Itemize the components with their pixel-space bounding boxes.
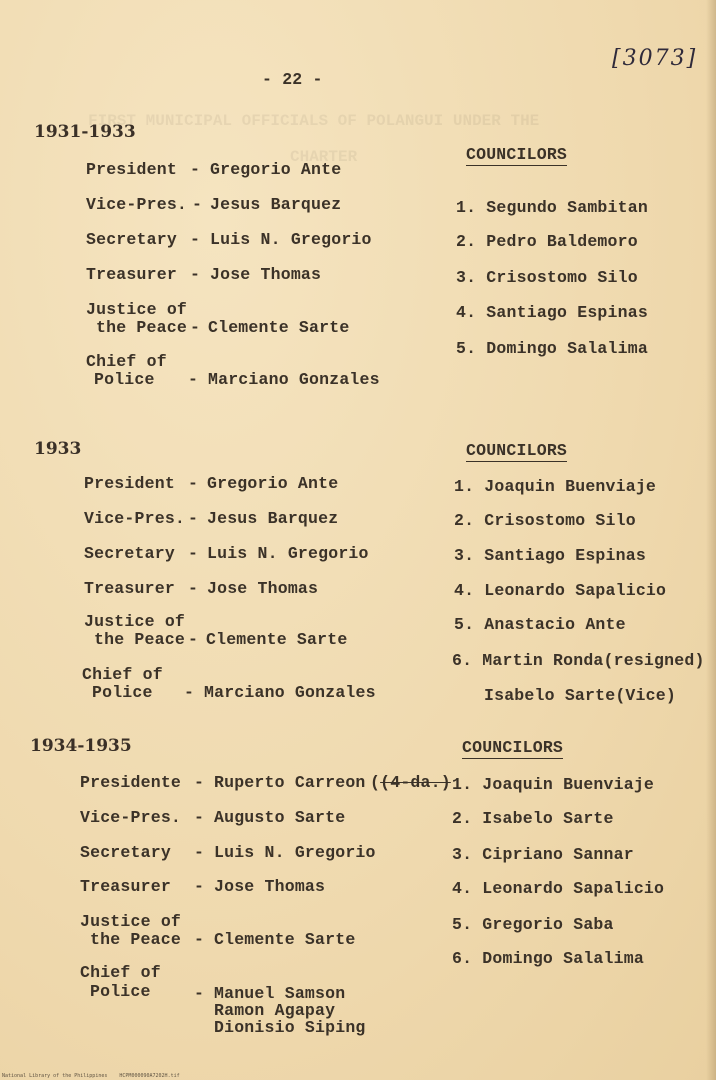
councilor-item: 3. Cipriano Sannar xyxy=(452,845,634,864)
dash: - xyxy=(190,230,201,249)
official-title: Chief of xyxy=(82,665,163,684)
councilors-heading: COUNCILORS xyxy=(466,145,568,164)
dash: - xyxy=(188,579,199,598)
official-title: Treasurer xyxy=(80,877,171,896)
official-name: Jose Thomas xyxy=(207,579,319,598)
official-name: Ramon Agapay xyxy=(214,1001,336,1020)
official-name: Gregorio Ante xyxy=(210,160,342,179)
page-number: - 22 - xyxy=(262,70,323,89)
section-year: 1931-1933 xyxy=(34,122,136,142)
section-year: 1933 xyxy=(34,439,82,459)
official-name: Clemente Sarte xyxy=(214,930,356,949)
official-title: Police xyxy=(94,370,155,389)
councilor-item: 1. Joaquin Buenviaje xyxy=(454,477,657,496)
official-title: Police xyxy=(90,982,151,1001)
official-title: Treasurer xyxy=(86,265,177,284)
dash: - xyxy=(188,474,199,493)
official-title: Vice-Pres. xyxy=(86,195,188,214)
official-title: Chief of xyxy=(80,963,161,982)
dash: - xyxy=(188,370,199,389)
official-title: Presidente xyxy=(80,773,182,792)
official-name: Luis N. Gregorio xyxy=(210,230,372,249)
official-title: Treasurer xyxy=(84,579,175,598)
official-name: Clemente Sarte xyxy=(206,630,348,649)
official-name: Luis N. Gregorio xyxy=(214,843,376,862)
struck-note: (4-da.) xyxy=(380,773,451,792)
dash: - xyxy=(190,265,201,284)
dash: - xyxy=(194,984,205,1003)
official-name: Luis N. Gregorio xyxy=(207,544,369,563)
official-name: Dionisio Siping xyxy=(214,1018,366,1037)
official-title: Secretary xyxy=(84,544,175,563)
councilor-item: 3. Santiago Espinas xyxy=(454,546,646,565)
dash: - xyxy=(188,630,199,649)
bleed-through-line-2: CHARTER xyxy=(290,148,358,166)
official-name: Marciano Gonzales xyxy=(204,683,376,702)
official-title: Secretary xyxy=(86,230,177,249)
councilor-item: Isabelo Sarte(Vice) xyxy=(484,686,676,705)
official-name: Manuel Samson xyxy=(214,984,346,1003)
councilor-item: 3. Crisostomo Silo xyxy=(456,268,638,287)
dash: - xyxy=(190,318,201,337)
official-name: Jesus Barquez xyxy=(210,195,342,214)
official-name: Clemente Sarte xyxy=(208,318,350,337)
dash: - xyxy=(192,195,203,214)
councilor-item: 6. Martin Ronda(resigned) xyxy=(452,651,705,670)
councilor-item: 2. Isabelo Sarte xyxy=(452,809,614,828)
president-note: ((4-da.) xyxy=(370,773,451,792)
official-title: Police xyxy=(92,683,153,702)
section-year: 1934-1935 xyxy=(30,736,132,756)
councilors-heading: COUNCILORS xyxy=(466,441,568,460)
dash: - xyxy=(188,509,199,528)
official-title: Justice of xyxy=(84,612,186,631)
official-title: President xyxy=(84,474,175,493)
councilor-item: 5. Domingo Salalima xyxy=(456,339,648,358)
councilor-item: 6. Domingo Salalima xyxy=(452,949,644,968)
official-title: Vice-Pres. xyxy=(80,808,182,827)
official-title: the Peace xyxy=(94,630,185,649)
dash: - xyxy=(194,773,205,792)
dash: - xyxy=(194,843,205,862)
councilor-item: 1. Joaquin Buenviaje xyxy=(452,775,655,794)
official-title: Secretary xyxy=(80,843,171,862)
councilor-item: 2. Pedro Baldemoro xyxy=(456,232,638,251)
official-title: President xyxy=(86,160,177,179)
councilor-item: 4. Santiago Espinas xyxy=(456,303,648,322)
archive-number: [3073] xyxy=(612,46,698,71)
councilor-item: 5. Anastacio Ante xyxy=(454,615,626,634)
official-name: Augusto Sarte xyxy=(214,808,346,827)
dash: - xyxy=(184,683,195,702)
official-name: Jose Thomas xyxy=(210,265,322,284)
bleed-through-line-1: FIRST MUNICIPAL OFFICIALS OF POLANGUI UNDER THE xyxy=(88,112,540,130)
official-title: Vice-Pres. xyxy=(84,509,186,528)
official-name: Marciano Gonzales xyxy=(208,370,380,389)
councilor-item: 4. Leonardo Sapalicio xyxy=(454,581,667,600)
councilor-item: 2. Crisostomo Silo xyxy=(454,511,636,530)
councilor-item: 1. Segundo Sambitan xyxy=(456,198,648,217)
official-title: Chief of xyxy=(86,352,167,371)
dash: - xyxy=(190,160,201,179)
dash: - xyxy=(194,877,205,896)
official-name: Jose Thomas xyxy=(214,877,326,896)
official-title: the Peace xyxy=(90,930,181,949)
dash: - xyxy=(188,544,199,563)
official-title: Justice of xyxy=(86,300,188,319)
scan-footer: National Library of the Philippines HCPM000090A7202H.tif xyxy=(2,1073,180,1079)
official-title: the Peace xyxy=(96,318,187,337)
page-edge-shadow xyxy=(706,0,716,1080)
dash: - xyxy=(194,930,205,949)
councilor-item: 4. Leonardo Sapalicio xyxy=(452,879,665,898)
councilors-heading: COUNCILORS xyxy=(462,738,564,757)
dash: - xyxy=(194,808,205,827)
official-name: Ruperto Carreon xyxy=(214,773,366,792)
councilor-item: 5. Gregorio Saba xyxy=(452,915,614,934)
official-name: Jesus Barquez xyxy=(207,509,339,528)
official-title: Justice of xyxy=(80,912,182,931)
official-name: Gregorio Ante xyxy=(207,474,339,493)
